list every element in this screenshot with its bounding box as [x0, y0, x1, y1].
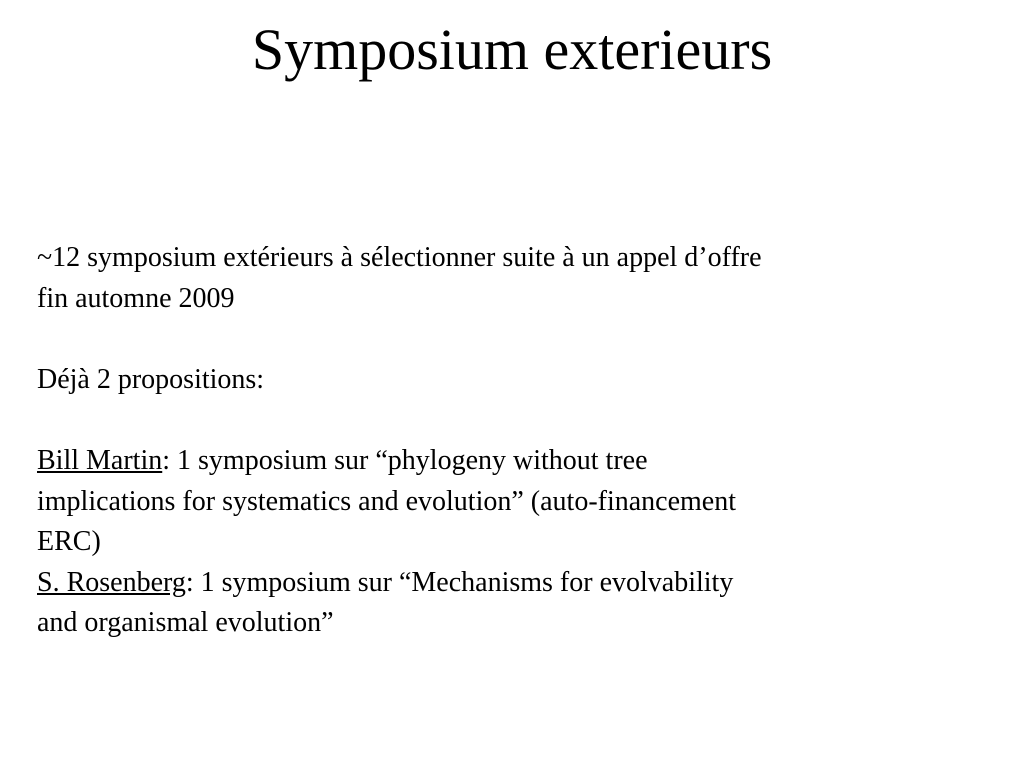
intro-line-1: ~12 symposium extérieurs à sélectionner suite à un appel d’offre [37, 242, 762, 273]
intro-line-2: fin automne 2009 [37, 282, 235, 314]
slide-body [37, 238, 937, 644]
proposals-heading: Déjà 2 propositions: [37, 363, 265, 395]
slide-title: Symposium exterieurs [251, 17, 773, 82]
spacer [37, 400, 937, 441]
spacer [37, 319, 937, 360]
proposal-item [37, 563, 937, 644]
proposal-text: and organismal evolution” [37, 607, 334, 639]
proposal-text: implications for systematics and evolution” (auto-financement [37, 485, 737, 517]
intro-paragraph [37, 238, 937, 319]
proposal-text: ERC) [37, 526, 101, 558]
speaker-name: Bill Martin [37, 444, 163, 476]
proposal-text: : 1 symposium sur “Mechanisms for evolvability [185, 566, 734, 598]
proposal-text: : 1 symposium sur “phylogeny without tree [162, 444, 648, 476]
speaker-name: S. Rosenberg [37, 566, 186, 598]
proposal-item [37, 441, 937, 563]
